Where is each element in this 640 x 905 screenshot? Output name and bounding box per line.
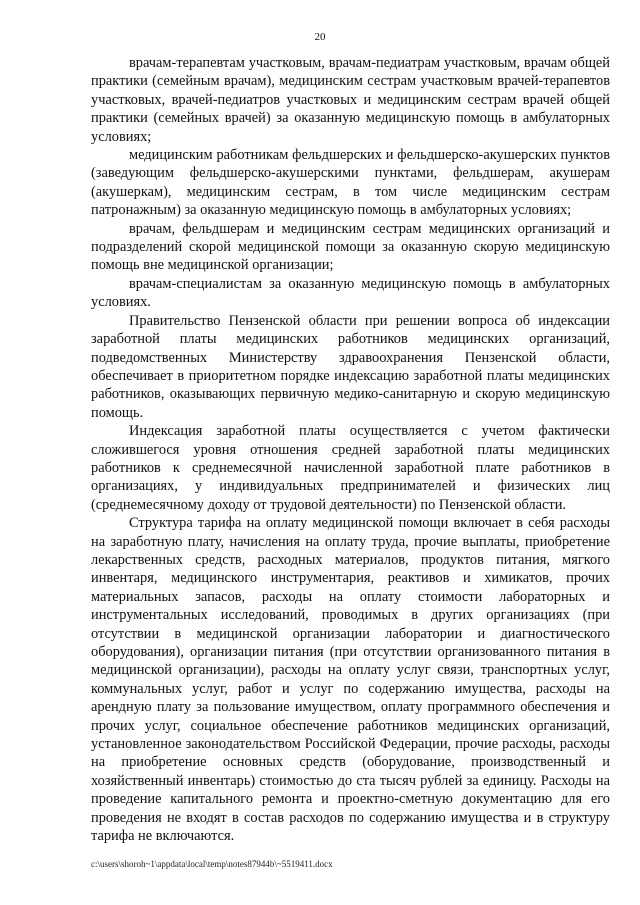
paragraph-specialists: врачам-специалистам за оказанную медицинскую помощь в амбулаторных условиях. [91, 275, 610, 311]
paragraph-feldsher-posts: медицинским работникам фельдшерских и фельдшерско-акушерских пунктов (заведующим фельдшерско-акушерскими пунктами, фельдшерам, акушерам (акушеркам), медицинским сестрам, в том числе медицинским сестрам патронажным) за оказанную медицинскую помощь в амбулаторных условиях; [91, 147, 610, 219]
paragraph-tariff-structure: Структура тарифа на оплату медицинской помощи включает в себя расходы на заработную плату, начисления на оплату труда, прочие выплаты, приобретение лекарственных средств, расходных материалов, продуктов питания, мягкого инвентаря, медицинского инструментария, реактивов и химикатов, прочих материальных запасов, расходы на оплату стоимости лабораторных и инструментальных исследований, проводимых в других организациях (при отсутствии в медицинской организации лаборатории и диагностического оборудования), организации питания (при отсутствии организованного питания в медицинской организации), расходы на оплату услуг связи, транспортных услуг, коммунальных услуг, работ и услуг по содержанию имущества, расходы на арендную плату за пользование имуществом, оплату программного обеспечения и прочих услуг, социальное обеспечение работников медицинских организаций, установленное законодательством Российской Федерации, прочие расходы, расходы на приобретение основных средств (оборудование, производственный и хозяйственный инвентарь) стоимостью до ста тысяч рублей за единицу. Расходы на проведение капитального ремонта и проектно-сметную документацию для его проведения не входят в состав расходов по содержанию имущества и в структуру тарифа не включаются. [91, 515, 610, 845]
page-number: 20 [314, 31, 326, 43]
paragraph-government-indexation: Правительство Пензенской области при решении вопроса об индексации заработной платы медицинских работников медицинских организаций, подведомственных Министерству здравоохранения Пензенской области, обеспечивает в приоритетном порядке индексацию заработной платы медицинских работников, оказывающих первичную медико-санитарную и скорую медицинскую помощь. [91, 312, 610, 421]
paragraph-emergency-care: врачам, фельдшерам и медицинским сестрам медицинских организаций и подразделений скорой медицинской помощи за оказанную скорую медицинскую помощь вне медицинской организации; [91, 220, 610, 274]
paragraph-indexation-basis: Индексация заработной платы осуществляется с учетом фактически сложившегося уровня отношения средней заработной платы медицинских работников к среднемесячной начисленной заработной плате работников в организациях, у индивидуальных предпринимателей и физических лиц (среднемесячному доходу от трудовой деятельности) по Пензенской области. [91, 423, 610, 513]
paragraph-therapists: врачам-терапевтам участковым, врачам-педиатрам участковым, врачам общей практики (семейным врачам), медицинским сестрам участковым врачей-терапевтов участковых, врачей-педиатров участковых и медицинским сестрам врачей общей практики (семейных врачей) за оказанную медицинскую помощь в амбулаторных условиях; [91, 55, 610, 145]
document-body [91, 54, 610, 845]
footer-file-path: c:\users\shoroh~1\appdata\local\temp\notes87944b\~5519411.docx [91, 859, 333, 869]
